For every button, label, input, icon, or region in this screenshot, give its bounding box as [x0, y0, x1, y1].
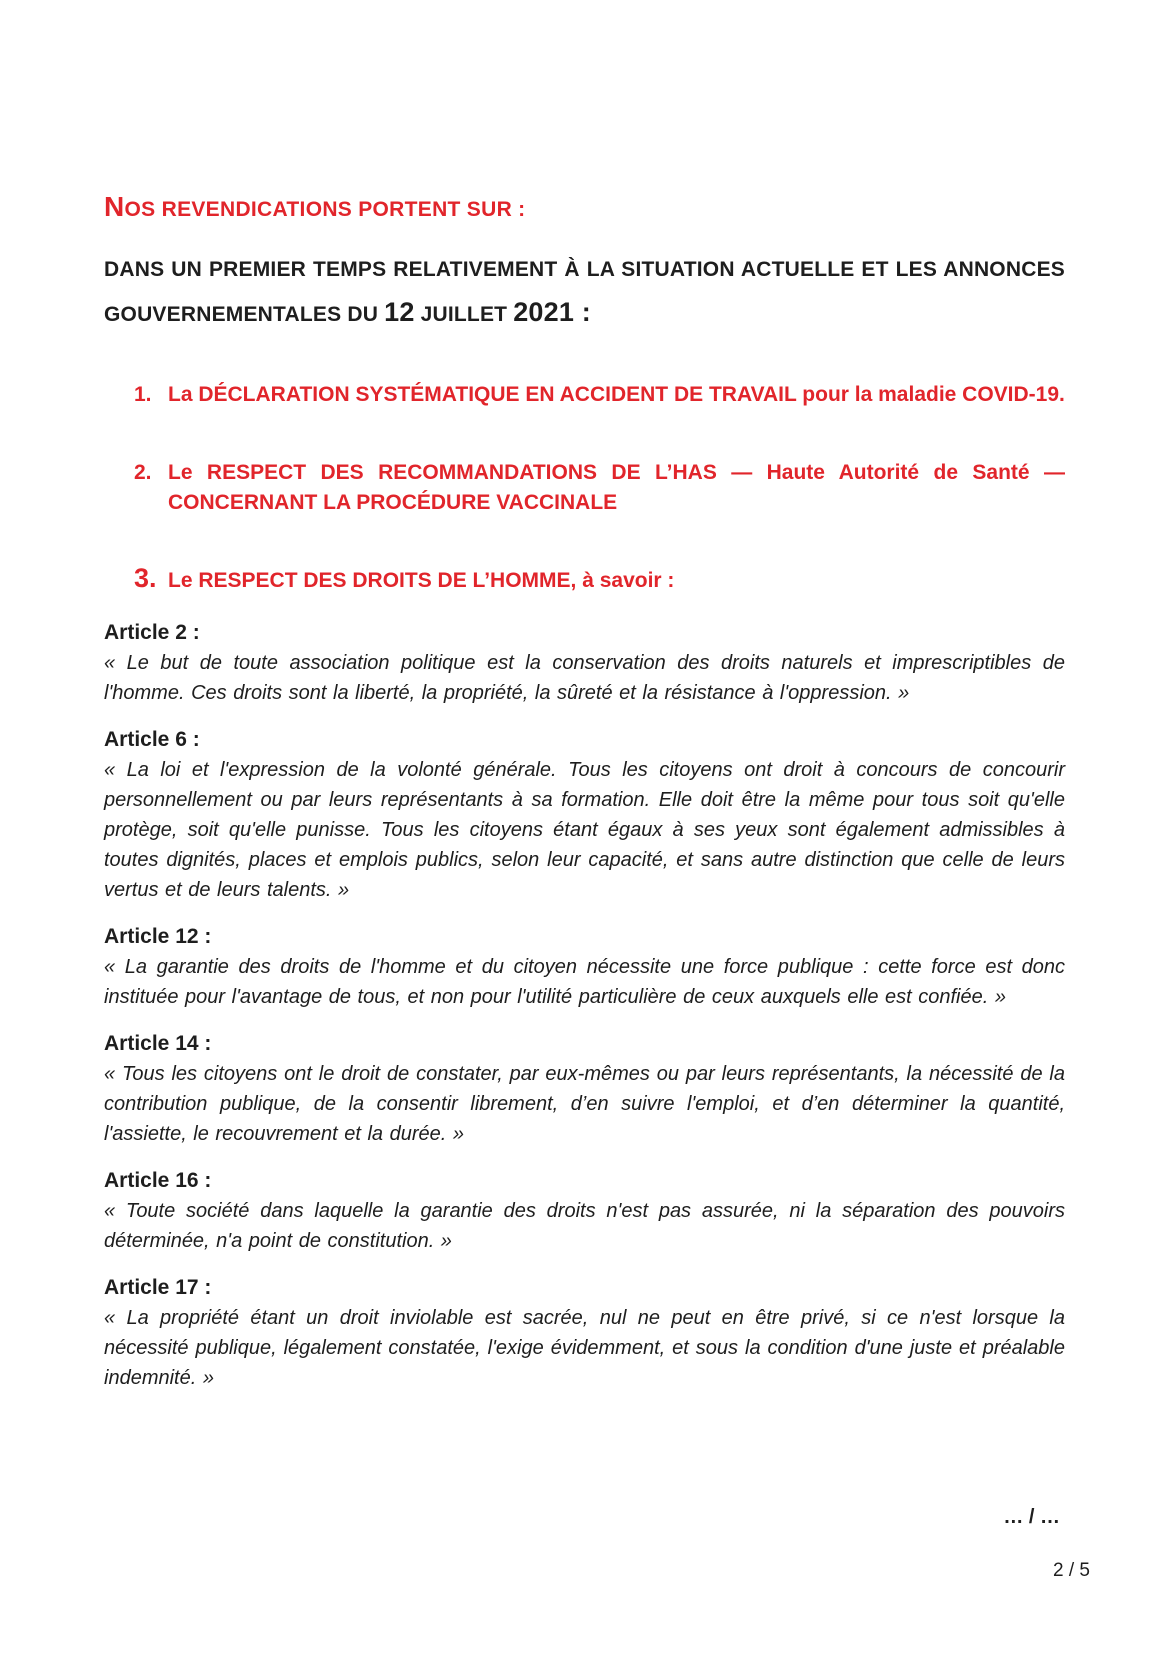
- page-title: [104, 191, 1065, 224]
- demand-item-2: [104, 458, 1065, 518]
- article-heading-16: Article 16 :: [104, 1169, 212, 1192]
- demand-marker-2: 2.: [134, 461, 152, 484]
- intro-paragraph: [104, 250, 1065, 337]
- continuation-mark: … / …: [1003, 1506, 1060, 1528]
- article-body-14: « Tous les citoyens ont le droit de constater, par eux-mêmes ou par leurs représentants, la nécessité de la contribution publique, de la consentir librement, d’en suivre l'emploi, et d’en déterminer la quantité, l'assiette, le recouvrement et la durée. »: [104, 1063, 1065, 1145]
- article-section-6: [104, 725, 1065, 905]
- article-body-2: « Le but de toute association politique est la conservation des droits naturels et imprescriptibles de l'homme. Ces droits sont la liberté, la propriété, la sûreté et la résistance à l'oppression. »: [104, 652, 1065, 704]
- article-heading-14: Article 14 :: [104, 1032, 212, 1055]
- intro-day: 12: [384, 297, 415, 327]
- article-heading-6: Article 6 :: [104, 728, 200, 751]
- intro-text: DANS UN PREMIER TEMPS RELATIVEMENT À LA SITUATION ACTUELLE ET LES ANNONCES GOUVERNEMENTALES DU: [104, 258, 1065, 326]
- article-section-12: [104, 922, 1065, 1012]
- article-section-2: [104, 618, 1065, 708]
- title-initial: N: [104, 191, 125, 222]
- article-section-14: [104, 1029, 1065, 1149]
- demand-marker-1: 1.: [134, 383, 152, 406]
- demands-list: [104, 380, 1065, 596]
- title-text: OS REVENDICATIONS PORTENT SUR :: [124, 198, 526, 221]
- demand-item-3: [104, 563, 1065, 596]
- document-content: [104, 0, 1065, 1410]
- article-body-6: « La loi et l'expression de la volonté générale. Tous les citoyens ont droit à concours de concourir personnellement ou par leurs représentants à sa formation. Elle doit être la même pour tous soit qu'elle protège, soit qu'elle punisse. Tous les citoyens étant égaux à ses yeux sont également admissibles à toutes dignités, places et emplois publics, selon leur capacité, et sans autre distinction que celle de leurs vertus et de leurs talents. »: [104, 759, 1065, 901]
- demand-text-2: Le RESPECT DES RECOMMANDATIONS DE L’HAS — Haute Autorité de Santé — CONCERNANT LA PROCÉDURE VACCINALE: [168, 461, 1065, 514]
- article-heading-17: Article 17 :: [104, 1276, 212, 1299]
- article-body-17: « La propriété étant un droit inviolable est sacrée, nul ne peut en être privé, si ce n'est lorsque la nécessité publique, légalement constatée, l'exige évidemment, et sous la condition d'une juste et préalable indemnité. »: [104, 1307, 1065, 1389]
- demand-text-3: Le RESPECT DES DROITS DE L’HOMME, à savoir :: [168, 569, 675, 592]
- demand-item-1: [104, 380, 1065, 410]
- article-section-17: [104, 1273, 1065, 1393]
- article-heading-12: Article 12 :: [104, 925, 212, 948]
- intro-year: 2021: [513, 297, 575, 327]
- page-number: 2 / 5: [1053, 1560, 1090, 1581]
- article-body-16: « Toute société dans laquelle la garantie des droits n'est pas assurée, ni la séparation des pouvoirs déterminée, n'a point de constitution. »: [104, 1200, 1065, 1252]
- intro-month: JUILLET: [414, 303, 514, 326]
- article-section-16: [104, 1166, 1065, 1256]
- article-body-12: « La garantie des droits de l'homme et du citoyen nécessite une force publique : cette force est donc instituée pour l'avantage de tous, et non pour l'utilité particulière de ceux auxquels elle est confiée. »: [104, 956, 1065, 1008]
- article-heading-2: Article 2 :: [104, 621, 200, 644]
- demand-marker-3: 3.: [134, 563, 157, 593]
- intro-colon: :: [574, 297, 591, 327]
- demand-text-1: La DÉCLARATION SYSTÉMATIQUE EN ACCIDENT DE TRAVAIL pour la maladie COVID-19.: [168, 383, 1065, 406]
